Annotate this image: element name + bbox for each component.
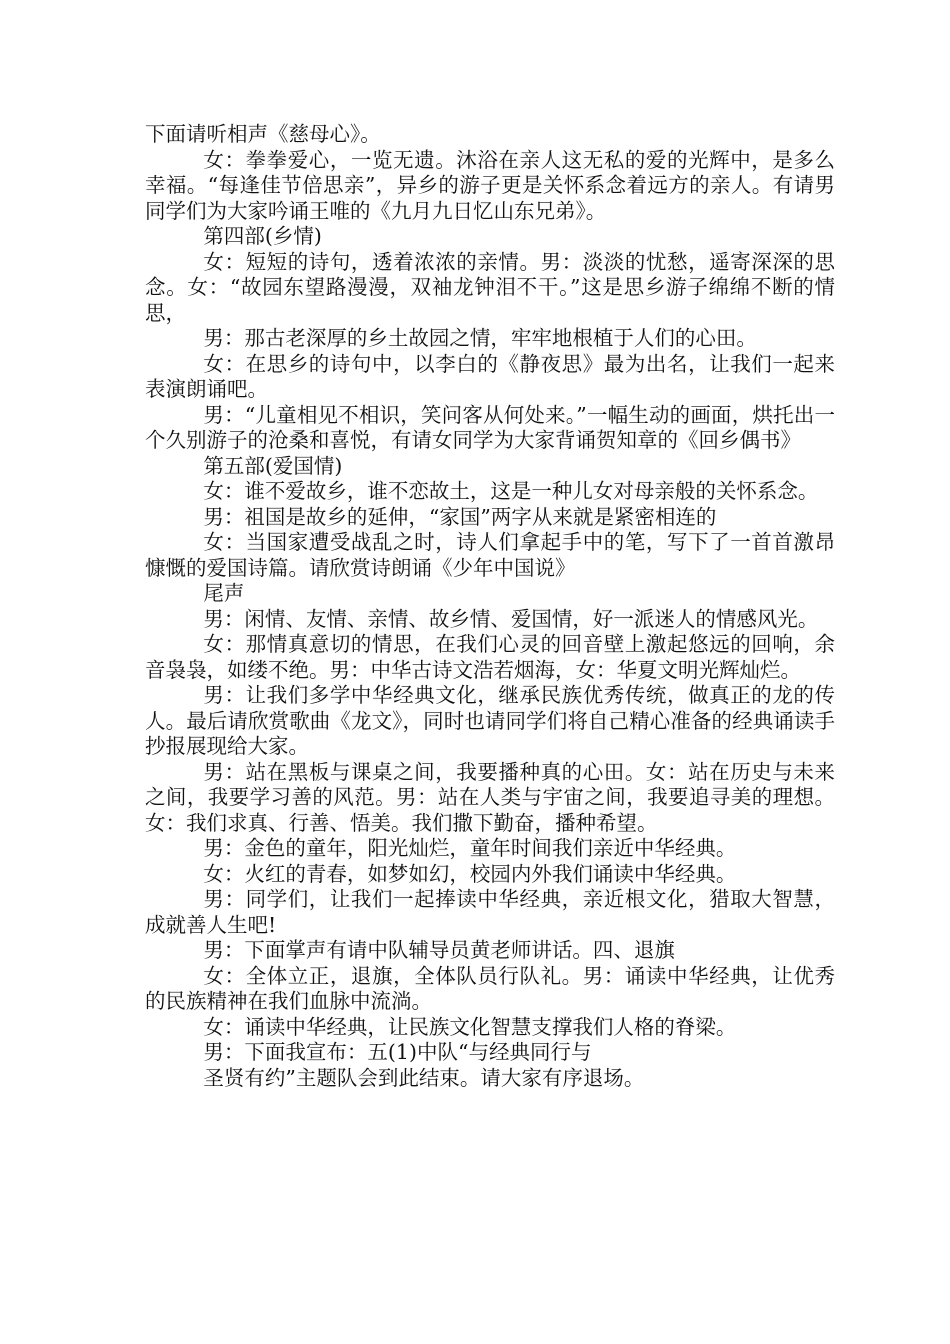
paragraph: 男：下面我宣布：五(1)中队“与经典同行与 [203,1040,592,1064]
paragraph: 女：拳拳爱心，一览无遗。沐浴在亲人这无私的爱的光辉中，是多么幸福。“每逢佳节倍思亲”，异乡的游子更是关怀系念着远方的亲人。有请男同学们为大家吟诵王唯的《九月九日忆山东兄弟》。 [145,147,835,223]
paragraph: 男：那古老深厚的乡土故园之情，牢牢地根植于人们的心田。 [203,326,757,350]
paragraph: 圣贤有约”主题队会到此结束。请大家有序退场。 [203,1065,645,1090]
paragraph: 男：“儿童相见不相识，笑问客从何处来。”一幅生动的画面，烘托出一个久别游子的沧桑和喜悦，有请女同学为大家背诵贺知章的《回乡偶书》 [145,402,835,452]
paragraph: 下面请听相声《慈母心》。 [145,122,381,146]
section-heading: 第五部(爱国情) [203,453,343,478]
document-body [145,122,835,1091]
paragraph: 女：那情真意切的情思，在我们心灵的回音壁上激起悠远的回响，余音袅袅，如缕不绝。男：中华古诗文浩若烟海，女：华夏文明光辉灿烂。 [145,632,835,682]
paragraph: 男：站在黑板与课桌之间，我要播种真的心田。女：站在历史与未来之间，我要学习善的风范。男：站在人类与宇宙之间，我要追寻美的理想。女：我们求真、行善、悟美。我们撒下勤奋，播种希望。 [145,759,835,835]
paragraph: 女：在思乡的诗句中，以李白的《静夜思》最为出名，让我们一起来表演朗诵吧。 [145,351,835,401]
paragraph: 男：下面掌声有请中队辅导员黄老师讲话。四、退旗 [203,938,675,962]
paragraph: 女：谁不爱故乡，谁不恋故土，这是一种儿女对母亲般的关怀系念。 [203,479,819,503]
paragraph: 男：让我们多学中华经典文化，继承民族优秀传统，做真正的龙的传人。最后请欣赏歌曲《龙文》，同时也请同学们将自己精心准备的经典诵读手抄报展现给大家。 [145,683,835,758]
section-heading: 尾声 [203,581,245,605]
section-heading: 第四部(乡情) [203,224,322,248]
paragraph: 男：闲情、友情、亲情、故乡情、爱国情，好一派迷人的情感风光。 [203,606,819,631]
paragraph: 女：当国家遭受战乱之时，诗人们拿起手中的笔，写下了一首首激昂慷慨的爱国诗篇。请欣赏诗朗诵《少年中国说》 [145,530,835,580]
paragraph: 女：诵读中华经典，让民族文化智慧支撑我们人格的脊梁。 [203,1014,737,1039]
paragraph: 女：全体立正，退旗，全体队员行队礼。男：诵读中华经典，让优秀的民族精神在我们血脉中流淌。 [145,963,835,1013]
paragraph: 女：火红的青春，如梦如幻，校园内外我们诵读中华经典。 [203,861,737,886]
paragraph: 男：祖国是故乡的延伸，“家国”两字从来就是紧密相连的 [203,504,717,529]
paragraph: 男：同学们，让我们一起捧读中华经典，亲近根文化，猎取大智慧，成就善人生吧! [145,887,835,937]
paragraph: 女：短短的诗句，透着浓浓的亲情。男：淡淡的忧愁，遥寄深深的思念。女：“故园东望路漫漫，双袖龙钟泪不干。”这是思乡游子绵绵不断的情思， [145,249,835,325]
paragraph: 男：金色的童年，阳光灿烂，童年时间我们亲近中华经典。 [203,836,737,860]
